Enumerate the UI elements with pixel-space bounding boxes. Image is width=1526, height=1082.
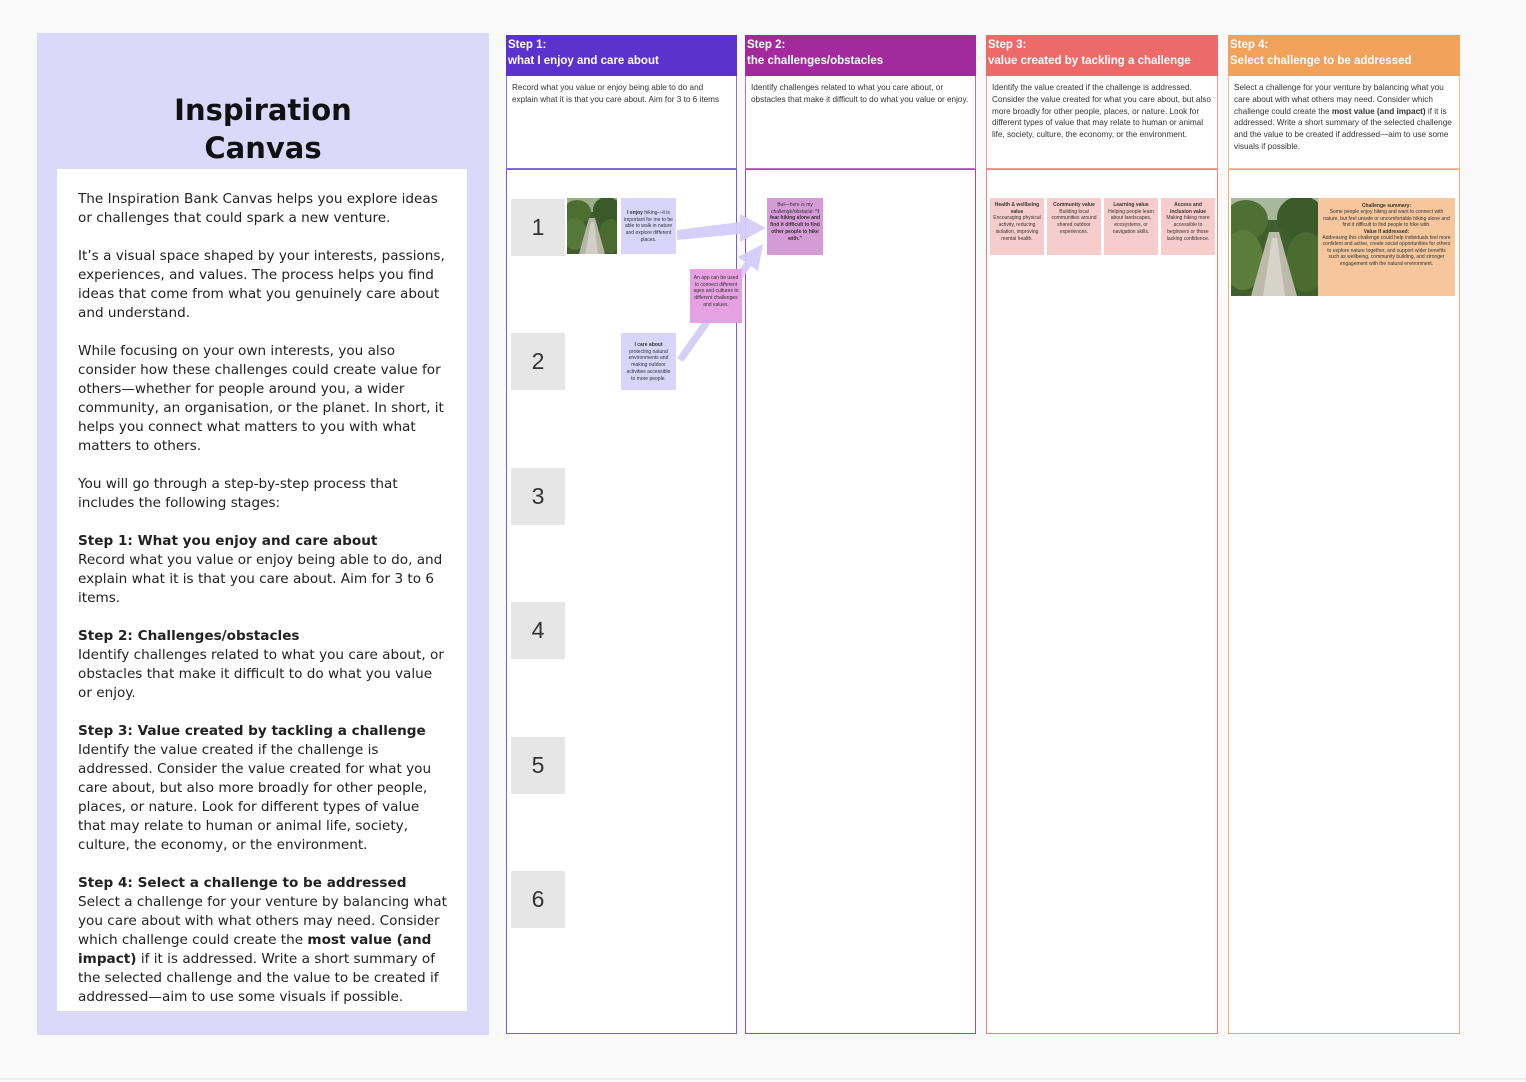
- intro-paragraph-4: You will go through a step-by-step process that includes the following stages:: [78, 476, 398, 511]
- value-community-title: Community value: [1053, 202, 1095, 208]
- step4-desc-bold: most value (and impact): [1331, 106, 1426, 116]
- step1-header-title: what I enjoy and care about: [508, 54, 659, 67]
- summary-value-text: Addressing this challenge could help individuals feel more confident and active, create social opportunities for others to explore nature together, and support wider benefits such as wellbeing, community building, and stronger engagement with the natural environment.: [1322, 235, 1451, 267]
- canvas-title-line2: Canvas: [204, 131, 322, 165]
- value-access-title: Access and inclusion value: [1169, 202, 1207, 215]
- step4-title: Step 4: Select a challenge to be addressed: [78, 875, 407, 891]
- step3-description: Identify the value created if the challenge is addressed. Consider the value created for what you care about, but also more broadly for other people, places, or nature. Look for different types of value that may relate to human or animal life, society, culture, the economy, or the environment.: [986, 76, 1218, 169]
- step2-description: Identify challenges related to what you care about, or obstacles that make it difficult to do what you value or enjoy.: [745, 76, 976, 169]
- intro-paragraph-1: The Inspiration Bank Canvas helps you explore ideas or challenges that could spark a new venture.: [78, 191, 438, 226]
- value-learning-text: Helping people learn about landscapes, ecosystems, or navigation skills.: [1108, 208, 1154, 235]
- challenge-summary[interactable]: [1318, 198, 1455, 296]
- row-number-2: 2: [511, 333, 565, 390]
- sticky-enjoy-bold: I enjoy: [627, 210, 643, 216]
- sticky-challenge-bold: “I fear hiking alone and find it difficult to find other people to hike with.”: [770, 208, 821, 242]
- step1-text: Record what you value or enjoy being able to do, and explain what it is that you care about. Aim for 3 to 6 items.: [78, 552, 443, 606]
- intro-paragraph-3: While focusing on your own interests, you also consider how these challenges could create value for others—whether for people around you, a wider community, an organisation, or the planet. In short, it helps you connect what matters to you with what matters to others.: [78, 343, 444, 454]
- sticky-value-learning[interactable]: [1104, 198, 1158, 255]
- sticky-care[interactable]: [621, 333, 676, 390]
- step3-title: Step 3: Value created by tackling a challenge: [78, 723, 426, 739]
- step3-header-label: Step 3:: [988, 39, 1027, 51]
- sticky-app-idea[interactable]: An app can be used to connect different ages and cultures to different challenges and values.: [690, 269, 742, 323]
- step3-header-title: value created by tackling a challenge: [988, 54, 1191, 67]
- row-number-5: 5: [511, 737, 565, 794]
- value-access-text: Making hiking more accessible to beginners or those lacking confidence.: [1166, 215, 1210, 242]
- row-number-4: 4: [511, 602, 565, 659]
- canvas-title-line1: Inspiration: [174, 93, 352, 127]
- intro-paragraph-2: It’s a visual space shaped by your interests, passions, experiences, and values. The process helps you find ideas that come from what you genuinely care about and understand.: [78, 248, 445, 321]
- step2-text: Identify challenges related to what you care about, or obstacles that make it difficult to do what you value or enjoy.: [78, 647, 444, 701]
- summary-value-title: Value if addressed:: [1363, 228, 1410, 235]
- value-community-text: Building local communities around shared outdoor experiences.: [1051, 208, 1097, 235]
- step4-desc-b: if it is addressed. Write a short summary of the selected challenge and the value to be created if addressed—aim to use some visuals if possible.: [1234, 106, 1452, 151]
- step4-text-b: if it is addressed. Write a short summary of the selected challenge and the value to be created if addressed—aim to use some visuals if possible.: [78, 951, 439, 1005]
- step1-description: Record what you value or enjoy being able to do and explain what it is that you care about. Aim for 3 to 6 items: [506, 76, 737, 169]
- row-number-6: 6: [511, 871, 565, 928]
- step4-header-label: Step 4:: [1230, 39, 1269, 51]
- value-health-text: Encouraging physical activity, reducing isolation, improving mental health.: [993, 215, 1041, 242]
- row-number-1: 1: [511, 199, 565, 256]
- sticky-care-bold: I care about: [634, 342, 663, 348]
- sticky-challenge[interactable]: [767, 198, 823, 255]
- forest-path-image: [567, 198, 617, 254]
- step1-header-label: Step 1:: [508, 39, 547, 51]
- step2-header-label: Step 2:: [747, 39, 786, 51]
- step4-text-a: Select a challenge for your venture by balancing what you care about with what others may need. Consider which challenge could create the: [78, 894, 447, 948]
- step4-header-title: Select challenge to be addressed: [1230, 54, 1412, 67]
- sticky-value-community[interactable]: [1047, 198, 1101, 255]
- step3-text: Identify the value created if the challenge is addressed. Consider the value created for what you care about, but also more broadly for other people, places, or nature. Look for different types of value that may relate to human or animal life, society, culture, the economy, or the environment.: [78, 742, 432, 853]
- step4-text-bold: most value (and impact): [78, 932, 432, 967]
- sticky-enjoy[interactable]: [621, 198, 676, 254]
- sticky-challenge-text: But—here is my challenge/obstacle:: [770, 202, 816, 215]
- step4-desc-a: Select a challenge for your venture by balancing what you care about with what others may need. Consider which challenge could create the: [1234, 83, 1444, 116]
- row-number-3: 3: [511, 468, 565, 525]
- sticky-value-health[interactable]: [990, 198, 1044, 255]
- arrow-enjoy-to-challenge: [677, 214, 766, 242]
- step2-header-title: the challenges/obstacles: [747, 54, 884, 67]
- step2-title: Step 2: Challenges/obstacles: [78, 628, 300, 644]
- sticky-enjoy-text: hiking—it is important for me to be able to walk in nature and explore different places.: [624, 210, 673, 243]
- summary-text: Some people enjoy hiking and want to connect with nature, but feel unsafe or uncomfortable hiking alone and find it difficult to find people to hike with.: [1323, 209, 1450, 229]
- forest-path-image-large: [1231, 198, 1318, 296]
- hiking-trail-photo[interactable]: [567, 198, 617, 254]
- step1-title: Step 1: What you enjoy and care about: [78, 533, 378, 549]
- selected-challenge-photo[interactable]: [1231, 198, 1318, 296]
- value-learning-title: Learning value: [1113, 202, 1149, 208]
- sticky-care-text: protecting natural environments and making outdoor activities accessible to more people.: [626, 348, 671, 382]
- value-health-title: Health & wellbeing value: [994, 202, 1040, 215]
- summary-title: Challenge summary:: [1361, 203, 1412, 209]
- sticky-value-access[interactable]: [1161, 198, 1215, 255]
